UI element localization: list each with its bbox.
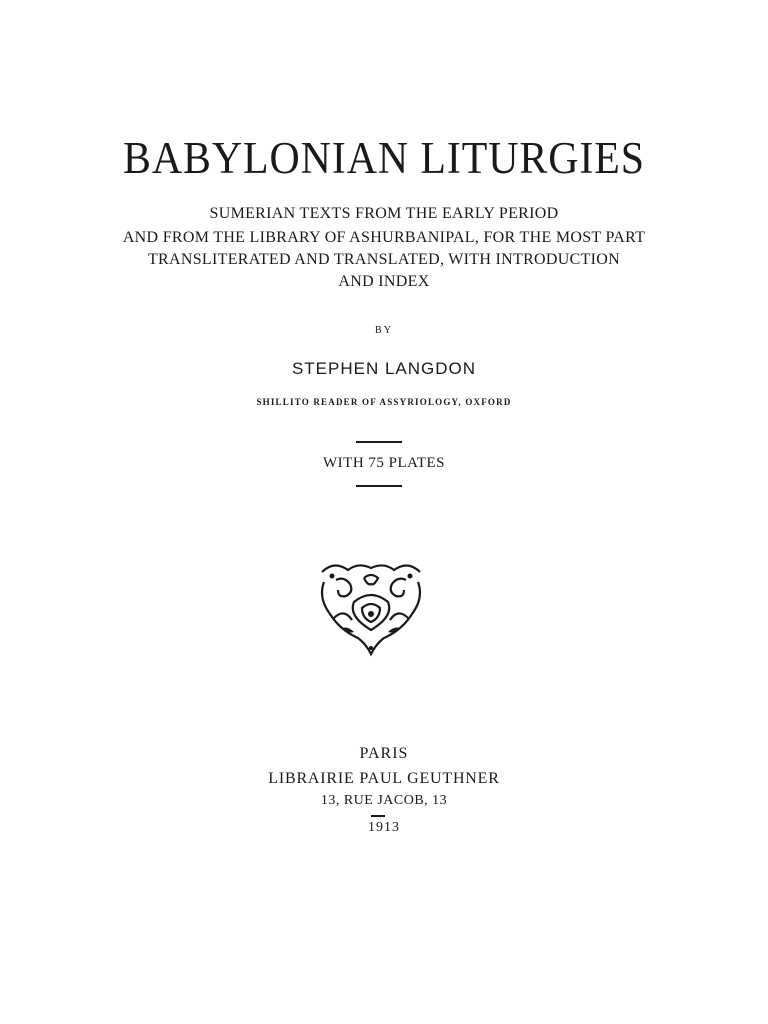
book-title: BABYLONIAN LITURGIES <box>123 133 645 183</box>
author-name: STEPHEN LANGDON <box>291 359 477 378</box>
imprint-city: PARIS <box>359 745 409 762</box>
by-label: BY <box>375 325 393 336</box>
printers-ornament-icon <box>314 558 428 658</box>
subtitle-line-3: TRANSLITERATED AND TRANSLATED, WITH INTRODUCTION <box>147 251 620 268</box>
rule-dash <box>371 815 385 817</box>
subtitle-line-4: AND INDEX <box>338 273 430 290</box>
plates-note: WITH 75 PLATES <box>323 455 445 471</box>
rule-top <box>356 441 402 443</box>
subtitle-line-1: SUMERIAN TEXTS FROM THE EARLY PERIOD <box>209 205 559 222</box>
subtitle-line-2: AND FROM THE LIBRARY OF ASHURBANIPAL, FOR THE MOST PART <box>122 229 646 246</box>
imprint-address: 13, RUE JACOB, 13 <box>320 793 448 808</box>
imprint-year: 1913 <box>368 820 400 835</box>
imprint-publisher: LIBRAIRIE PAUL GEUTHNER <box>268 770 500 787</box>
author-affiliation: SHILLITO READER OF ASSYRIOLOGY, OXFORD <box>256 397 512 407</box>
rule-bottom <box>356 485 402 487</box>
